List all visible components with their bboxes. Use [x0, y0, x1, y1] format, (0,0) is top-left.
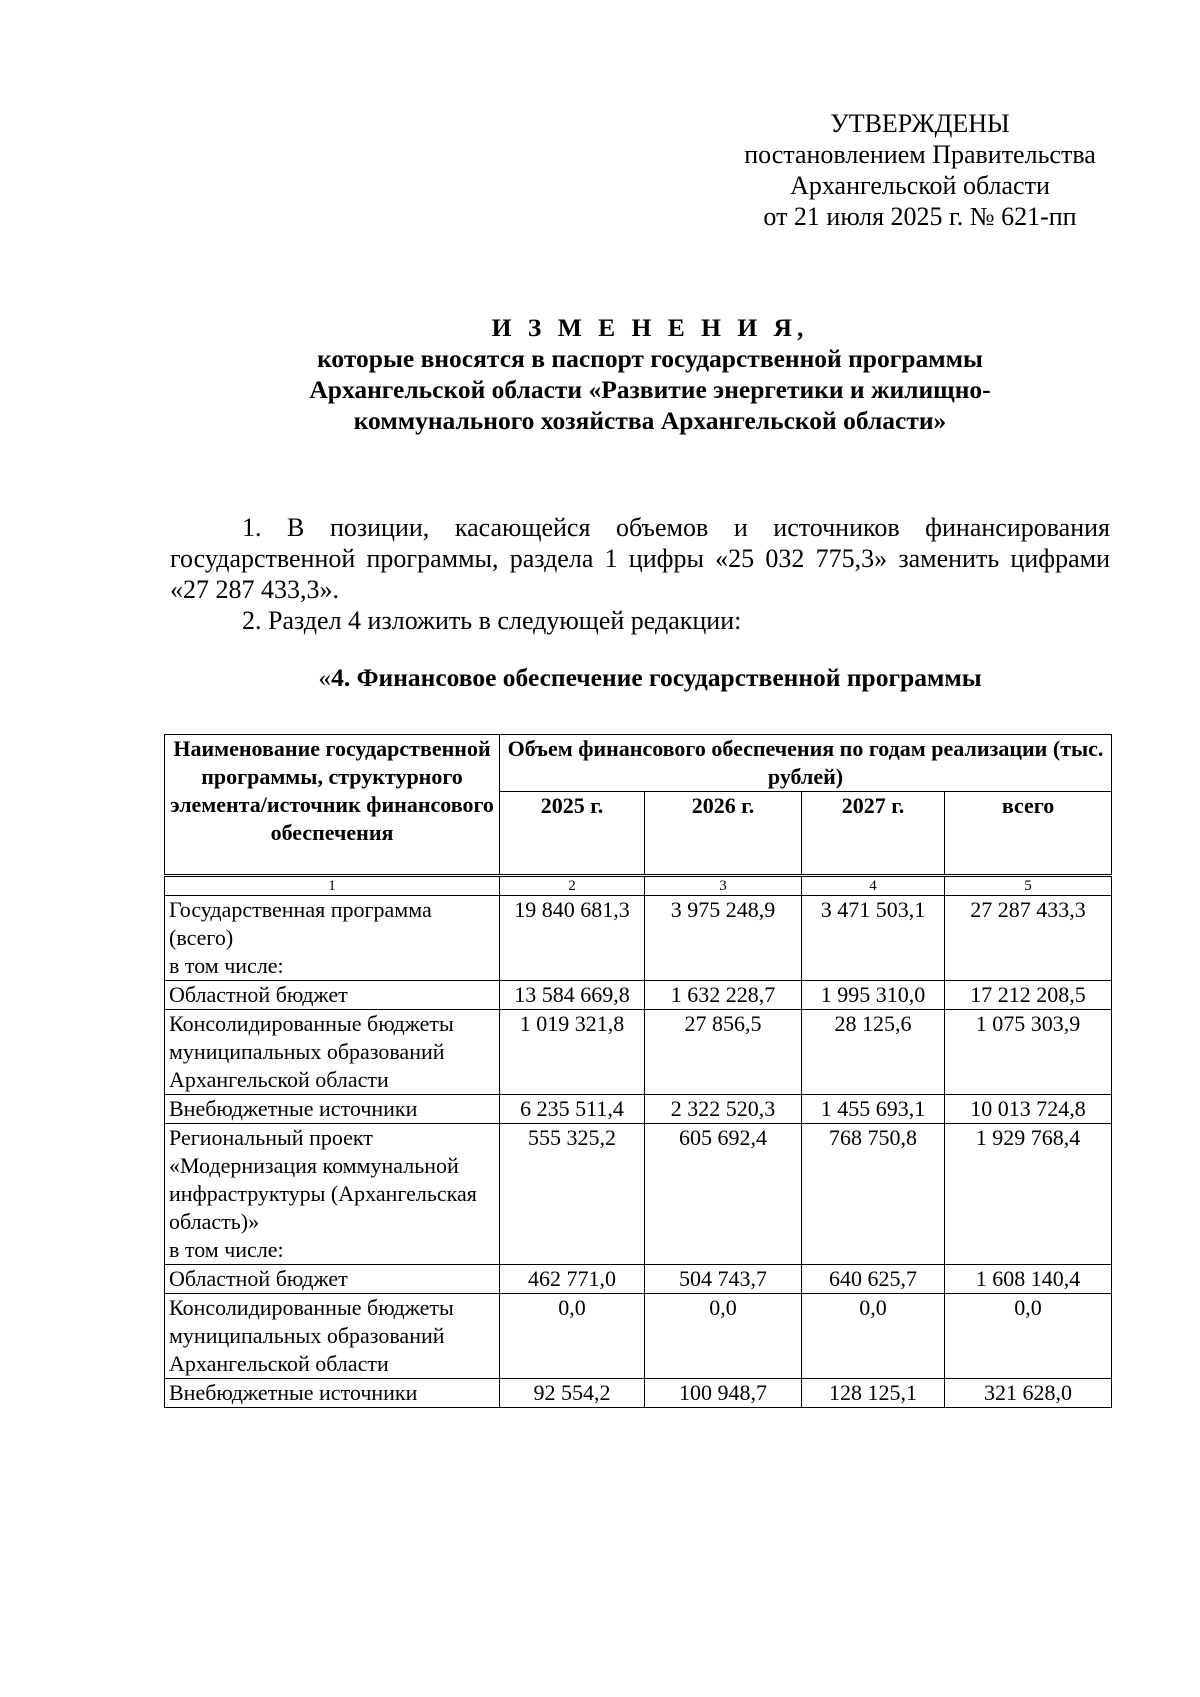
- row-value: 10 013 724,8: [945, 1095, 1112, 1124]
- table-row: [165, 1095, 1112, 1124]
- row-value: 0,0: [802, 1294, 945, 1379]
- table-row: [165, 1265, 1112, 1294]
- table-row: [165, 896, 1112, 981]
- row-value: 19 840 681,3: [500, 896, 645, 981]
- row-value: 1 075 303,9: [945, 1010, 1112, 1095]
- header-name: Наименование государственной программы, структурного элемента/источник финансового обеспечения: [165, 735, 500, 876]
- row-value: 27 287 433,3: [945, 896, 1112, 981]
- row-value: 27 856,5: [645, 1010, 802, 1095]
- header-volume: Объем финансового обеспечения по годам реализации (тыс. рублей): [500, 735, 1112, 792]
- document-title: [170, 312, 1130, 436]
- row-value: 504 743,7: [645, 1265, 802, 1294]
- header-year-2025: 2025 г.: [500, 792, 645, 876]
- approval-line-4: от 21 июля 2025 г. № 621-пп: [763, 202, 1077, 231]
- row-value: 1 019 321,8: [500, 1010, 645, 1095]
- row-value: 0,0: [500, 1294, 645, 1379]
- row-value: 6 235 511,4: [500, 1095, 645, 1124]
- row-name: Региональный проект «Модернизация коммунальной инфраструктуры (Архангельская область)» в том числе:: [165, 1124, 500, 1265]
- index-cell: 3: [645, 876, 802, 896]
- header-year-2027: 2027 г.: [802, 792, 945, 876]
- row-name: Консолидированные бюджеты муниципальных образований Архангельской области: [165, 1010, 500, 1095]
- row-value: 321 628,0: [945, 1379, 1112, 1408]
- row-value: 1 455 693,1: [802, 1095, 945, 1124]
- index-row: [165, 876, 1112, 896]
- approval-line-2: постановлением Правительства: [744, 140, 1096, 169]
- row-value: 462 771,0: [500, 1265, 645, 1294]
- row-value: 13 584 669,8: [500, 981, 645, 1010]
- table-row: [165, 1010, 1112, 1095]
- row-name: Областной бюджет: [165, 981, 500, 1010]
- title-heading: И З М Е Н Е Н И Я,: [491, 313, 809, 342]
- row-value: 92 554,2: [500, 1379, 645, 1408]
- table-row: [165, 981, 1112, 1010]
- paragraph-2: 2. Раздел 4 изложить в следующей редакции:: [242, 606, 742, 635]
- row-value: 605 692,4: [645, 1124, 802, 1265]
- approval-stamp: [700, 108, 1140, 232]
- row-name: Областной бюджет: [165, 1265, 500, 1294]
- row-value: 0,0: [945, 1294, 1112, 1379]
- row-value: 1 995 310,0: [802, 981, 945, 1010]
- row-value: 17 212 208,5: [945, 981, 1112, 1010]
- row-value: 2 322 520,3: [645, 1095, 802, 1124]
- index-cell: 5: [945, 876, 1112, 896]
- section-heading: [170, 663, 1130, 693]
- index-cell: 4: [802, 876, 945, 896]
- row-value: 28 125,6: [802, 1010, 945, 1095]
- row-value: 3 471 503,1: [802, 896, 945, 981]
- financing-table: [164, 734, 1111, 1408]
- row-value: 640 625,7: [802, 1265, 945, 1294]
- index-cell: 2: [500, 876, 645, 896]
- index-cell: 1: [165, 876, 500, 896]
- row-value: 128 125,1: [802, 1379, 945, 1408]
- row-value: 555 325,2: [500, 1124, 645, 1265]
- row-value: 3 975 248,9: [645, 896, 802, 981]
- header-total: всего: [945, 792, 1112, 876]
- title-line-1: которые вносятся в паспорт государственной программы: [317, 344, 983, 373]
- header-year-2026: 2026 г.: [645, 792, 802, 876]
- row-value: 1 608 140,4: [945, 1265, 1112, 1294]
- row-value: 100 948,7: [645, 1379, 802, 1408]
- row-value: 1 632 228,7: [645, 981, 802, 1010]
- section-title: 4. Финансовое обеспечение государственной программы: [331, 663, 982, 692]
- title-line-3: коммунального хозяйства Архангельской области»: [353, 406, 947, 435]
- section-quote: «: [318, 663, 332, 692]
- approval-line-3: Архангельской области: [790, 171, 1050, 200]
- row-name: Внебюджетные источники: [165, 1379, 500, 1408]
- row-value: 768 750,8: [802, 1124, 945, 1265]
- row-value: 1 929 768,4: [945, 1124, 1112, 1265]
- row-name: Внебюджетные источники: [165, 1095, 500, 1124]
- row-value: 0,0: [645, 1294, 802, 1379]
- title-line-2: Архангельской области «Развитие энергетики и жилищно-: [309, 375, 991, 404]
- row-name: Государственная программа (всего) в том числе:: [165, 896, 500, 981]
- row-name: Консолидированные бюджеты муниципальных образований Архангельской области: [165, 1294, 500, 1379]
- table-row: [165, 1294, 1112, 1379]
- paragraph-1: 1. В позиции, касающейся объемов и источников финансирования государственной программы, раздела 1 цифры «25 032 775,3» заменить цифрами «27 287 433,3».: [170, 513, 1110, 604]
- table-row: [165, 1379, 1112, 1408]
- table-row: [165, 1124, 1112, 1265]
- approval-line-1: УТВЕРЖДЕНЫ: [830, 109, 1010, 138]
